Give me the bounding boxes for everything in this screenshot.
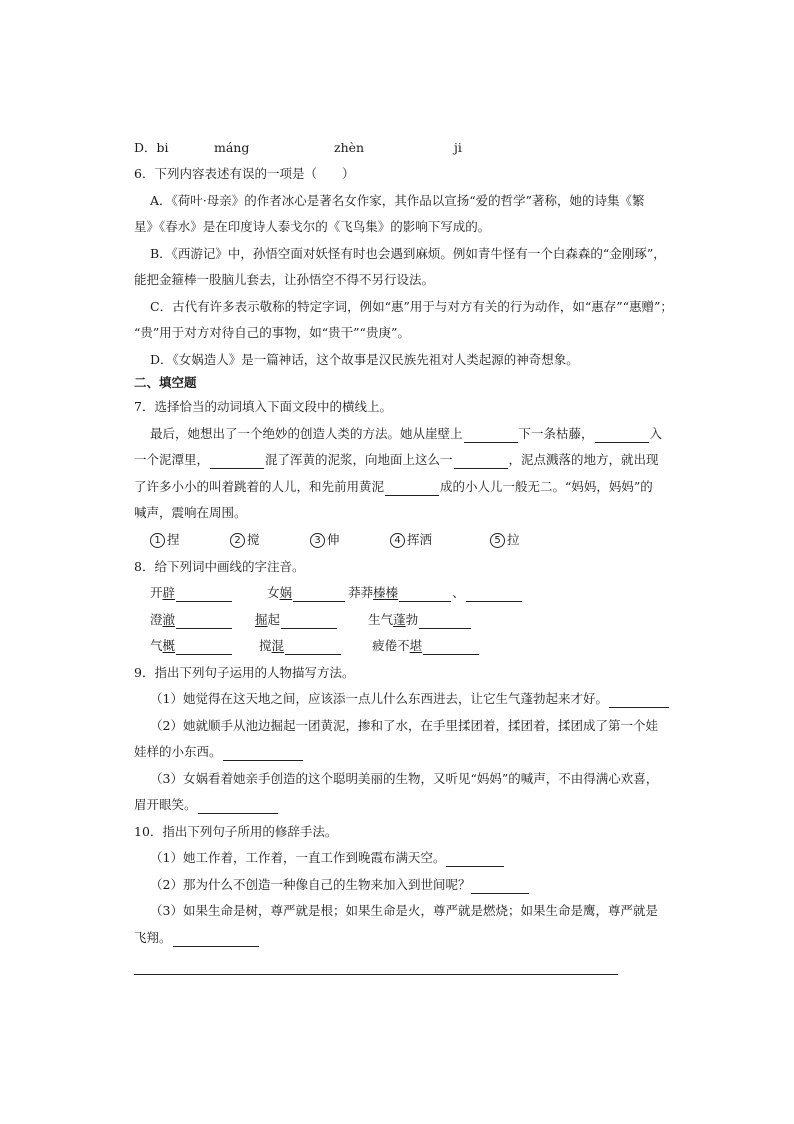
answer-blank[interactable]	[609, 693, 669, 708]
word-text: 疲倦不	[372, 638, 410, 653]
answer-blank[interactable]	[464, 428, 518, 443]
q9-sentence2-line2	[134, 743, 304, 761]
underlined-char: 榛	[373, 585, 386, 600]
word-text: 起	[267, 612, 281, 627]
q6-option-d: D．《女娲造人》是一篇神话，这个故事是汉民族先祖对人类起源的神奇想象。	[150, 352, 579, 367]
pinyin-3: zhèn	[334, 140, 365, 155]
underlined-char: 概	[162, 638, 176, 653]
answer-blank[interactable]	[176, 640, 232, 655]
q6-option-a-line1: A．《荷叶·母亲》的作者冰心是著名女作家，其作品以宣扬“爱的哲学”著称，她的诗集《繁	[150, 193, 645, 208]
pinyin-1: D．bi	[134, 140, 169, 155]
underlined-char: 辟	[162, 585, 176, 600]
q9-sentence3-line1: （3）女娲看着她亲手创造的这个聪明美丽的生物，又听见“妈妈”的喊声，不由得满心欢喜，	[150, 771, 659, 786]
pinyin-2: máng	[214, 140, 250, 155]
separator: 、	[452, 585, 465, 600]
option-text: 捏	[167, 532, 180, 547]
q7-passage-line1	[150, 425, 662, 443]
q10-sentence1	[150, 849, 505, 867]
word-text: 女	[267, 585, 280, 600]
q8-stem: 8．给下列词中画线的字注音。	[134, 559, 305, 574]
passage-text: 下一条枯藤，	[518, 426, 594, 441]
answer-blank[interactable]	[419, 614, 471, 629]
underlined-char: 蓬	[393, 612, 406, 627]
answer-blank[interactable]	[198, 799, 278, 814]
option-1	[150, 531, 230, 549]
q9-sentence2-line1: （2）她就顺手从池边掘起一团黄泥，掺和了水，在手里揉团着，揉团着，揉团成了第一个娃	[150, 718, 658, 733]
passage-text: 成的小人儿一般无二。“妈妈，妈妈”的	[440, 479, 653, 494]
answer-blank[interactable]	[466, 587, 522, 602]
circled-number: 5	[490, 533, 505, 548]
section-heading: 二、填空题	[134, 375, 197, 390]
answer-blank[interactable]	[385, 481, 439, 496]
q9-sentence3-line2	[134, 796, 279, 814]
word-text: 生气	[368, 612, 394, 627]
q7-passage-line2	[134, 451, 659, 469]
q7-passage-line4: 喊声，震响在周围。	[134, 505, 247, 520]
option-2	[230, 531, 310, 549]
sentence-text: （1）她工作着，工作着，一直工作到晚霞布满天空。	[150, 850, 446, 865]
option-text: 伸	[327, 532, 340, 547]
q6-option-b-line2: 能把金箍棒一股脑儿套去，让孙悟空不得不另行设法。	[134, 272, 435, 287]
passage-text: 一个泥潭里，	[134, 452, 210, 467]
passage-text: 混了浑黄的泥浆，向地面上这么一	[265, 452, 453, 467]
answer-blank[interactable]	[446, 852, 504, 867]
q10-sentence3-line1: （3）如果生命是树，尊严就是根；如果生命是火，尊严就是燃烧；如果生命是鹰，尊严就是	[150, 903, 658, 918]
q10-stem: 10．指出下列句子所用的修辞手法。	[134, 824, 338, 839]
circled-number: 3	[310, 533, 325, 548]
passage-text: 入	[649, 426, 663, 441]
sentence-text: （1）她觉得在这天地之间，应该添一点儿什么东西进去，让它生气蓬勃起来才好。	[150, 691, 608, 706]
underlined-char: 榛	[385, 585, 399, 600]
q8-row1	[150, 584, 523, 602]
word-text: 搅	[259, 638, 272, 653]
circled-number: 2	[230, 533, 245, 548]
q7-options	[150, 531, 520, 549]
answer-blank[interactable]	[223, 746, 303, 761]
underlined-char: 娲	[279, 585, 293, 600]
sentence-text: （2）那为什么不创造一种像自己的生物来加入到世间呢？	[150, 877, 471, 892]
option-4	[390, 531, 490, 549]
word-text: 气	[150, 638, 163, 653]
q6-stem: 6．下列内容表述有误的一项是（ ）	[134, 166, 355, 181]
option-text: 挥洒	[407, 532, 433, 547]
word-text: 澄	[150, 612, 163, 627]
q9-sentence1	[150, 690, 670, 708]
q8-row3	[150, 637, 480, 655]
answer-blank[interactable]	[285, 640, 341, 655]
underlined-char: 堪	[409, 638, 423, 653]
answer-blank[interactable]	[173, 932, 259, 947]
pinyin-4: ji	[454, 140, 462, 155]
passage-text: 了许多小小的叫着跳着的人儿，和先前用黄泥	[134, 479, 385, 494]
answer-blank[interactable]	[454, 454, 508, 469]
q7-stem: 7．选择恰当的动词填入下面文段中的横线上。	[134, 399, 392, 414]
q5-option-d	[134, 139, 462, 157]
word-text: 勃	[405, 612, 419, 627]
answer-blank[interactable]	[281, 614, 337, 629]
q6-option-b-line1: B．《西游记》中，孙悟空面对妖怪有时也会遇到麻烦。例如青牛怪有一个白森森的“金刚琢”，	[150, 246, 666, 261]
answer-blank[interactable]	[423, 640, 479, 655]
sentence-text: 娃样的小东西。	[134, 744, 222, 759]
answer-blank[interactable]	[471, 879, 529, 894]
option-text: 拉	[507, 532, 520, 547]
q10-sentence3-line2	[134, 929, 260, 947]
word-text: 开	[150, 585, 163, 600]
bottom-divider	[134, 974, 618, 975]
circled-number: 1	[150, 533, 165, 548]
underlined-char: 掘	[255, 612, 268, 627]
option-5	[490, 531, 520, 549]
q9-stem: 9．指出下列句子运用的人物描写方法。	[134, 665, 355, 680]
q6-option-a-line2: 星》《春水》是在印度诗人泰戈尔的《飞鸟集》的影响下写成的。	[134, 219, 491, 234]
passage-text: ，泥点溅落的地方，就出现	[508, 452, 659, 467]
option-3	[310, 531, 390, 549]
sentence-text: 飞翔。	[134, 930, 172, 945]
answer-blank[interactable]	[595, 428, 649, 443]
option-text: 搅	[247, 532, 260, 547]
answer-blank[interactable]	[399, 587, 451, 602]
answer-blank[interactable]	[293, 587, 345, 602]
q6-option-c-line2: “贵”用于对方对待自己的事物，如“贵干”“贵庚”。	[134, 325, 410, 340]
word-text: 莽莽	[348, 585, 374, 600]
q6-option-c-line1: C．古代有许多表示敬称的特定字词，例如“惠”用于与对方有关的行为动作，如“惠存”“惠赠”；	[150, 299, 673, 314]
q7-passage-line3	[134, 478, 653, 496]
q8-row2	[150, 611, 472, 629]
answer-blank[interactable]	[176, 614, 232, 629]
passage-text: 最后，她想出了一个绝妙的创造人类的方法。她从崖壁上	[150, 426, 463, 441]
sentence-text: 眉开眼笑。	[134, 797, 197, 812]
answer-blank[interactable]	[210, 454, 264, 469]
underlined-char: 混	[271, 638, 285, 653]
q10-sentence2	[150, 876, 530, 894]
circled-number: 4	[390, 533, 405, 548]
underlined-char: 澈	[162, 612, 176, 627]
answer-blank[interactable]	[176, 587, 232, 602]
